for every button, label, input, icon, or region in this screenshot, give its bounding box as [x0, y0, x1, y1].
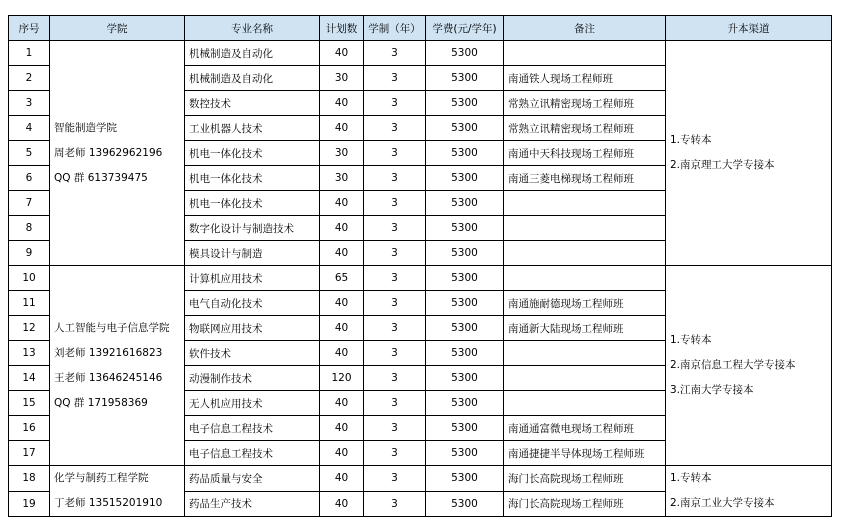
row-note: 南通捷捷半导体现场工程师班 — [504, 441, 666, 466]
row-no: 11 — [9, 291, 50, 316]
row-major: 机械制造及自动化 — [185, 41, 320, 66]
row-note: 常熟立讯精密现场工程师班 — [504, 91, 666, 116]
row-years: 3 — [364, 266, 426, 291]
header-no: 序号 — [9, 16, 50, 41]
upgrade-path: 1.专转本 — [670, 134, 712, 146]
row-major: 数控技术 — [185, 91, 320, 116]
table-row — [9, 466, 832, 492]
row-major: 无人机应用技术 — [185, 391, 320, 416]
row-no: 4 — [9, 116, 50, 141]
row-major: 模具设计与制造 — [185, 241, 320, 266]
header-note: 备注 — [504, 16, 666, 41]
row-note: 海门长高院现场工程师班 — [504, 466, 666, 492]
row-years: 3 — [364, 491, 426, 517]
row-plan: 40 — [320, 191, 364, 216]
row-fee: 5300 — [426, 216, 504, 241]
row-note — [504, 241, 666, 266]
college-qq: QQ 群 171958369 — [54, 396, 148, 409]
row-years: 3 — [364, 391, 426, 416]
row-fee: 5300 — [426, 166, 504, 191]
row-major: 机电一体化技术 — [185, 191, 320, 216]
row-major: 计算机应用技术 — [185, 266, 320, 291]
row-years: 3 — [364, 41, 426, 66]
upgrade-path-cell — [666, 41, 832, 266]
college-cell — [50, 466, 185, 517]
row-years: 3 — [364, 66, 426, 91]
header-plan: 计划数 — [320, 16, 364, 41]
row-years: 3 — [364, 116, 426, 141]
row-no: 8 — [9, 216, 50, 241]
row-no: 6 — [9, 166, 50, 191]
row-fee: 5300 — [426, 116, 504, 141]
row-major: 动漫制作技术 — [185, 366, 320, 391]
row-note: 南通通富微电现场工程师班 — [504, 416, 666, 441]
college-name: 化学与制药工程学院 — [54, 472, 149, 484]
row-major: 机电一体化技术 — [185, 166, 320, 191]
row-years: 3 — [364, 191, 426, 216]
row-plan: 40 — [320, 491, 364, 517]
row-no: 16 — [9, 416, 50, 441]
row-no: 19 — [9, 491, 50, 517]
row-major: 机电一体化技术 — [185, 141, 320, 166]
row-note — [504, 216, 666, 241]
college-name: 智能制造学院 — [54, 121, 117, 134]
college-qq: QQ 群 613739475 — [54, 171, 148, 184]
row-years: 3 — [364, 416, 426, 441]
row-years: 3 — [364, 91, 426, 116]
header-upgrade-path: 升本渠道 — [666, 16, 832, 41]
row-major: 软件技术 — [185, 341, 320, 366]
upgrade-path: 1.专转本 — [670, 472, 712, 484]
upgrade-path: 2.南京工业大学专接本 — [670, 497, 775, 509]
row-no: 2 — [9, 66, 50, 91]
row-plan: 40 — [320, 116, 364, 141]
row-note — [504, 391, 666, 416]
upgrade-path-cell — [666, 466, 832, 517]
college-contact: 周老师 13962962196 — [54, 146, 163, 159]
row-plan: 30 — [320, 166, 364, 191]
row-fee: 5300 — [426, 291, 504, 316]
row-fee: 5300 — [426, 491, 504, 517]
upgrade-path: 1.专转本 — [670, 334, 712, 346]
row-fee: 5300 — [426, 241, 504, 266]
row-years: 3 — [364, 441, 426, 466]
row-note: 南通施耐德现场工程师班 — [504, 291, 666, 316]
row-years: 3 — [364, 316, 426, 341]
row-plan: 40 — [320, 341, 364, 366]
row-plan: 40 — [320, 441, 364, 466]
row-no: 10 — [9, 266, 50, 291]
row-plan: 40 — [320, 316, 364, 341]
row-note — [504, 341, 666, 366]
row-years: 3 — [364, 241, 426, 266]
row-major: 电子信息工程技术 — [185, 416, 320, 441]
row-years: 3 — [364, 216, 426, 241]
row-fee: 5300 — [426, 416, 504, 441]
college-name: 人工智能与电子信息学院 — [54, 321, 170, 334]
row-no: 13 — [9, 341, 50, 366]
upgrade-path: 2.南京信息工程大学专接本 — [670, 359, 796, 371]
row-fee: 5300 — [426, 191, 504, 216]
table-row — [9, 41, 832, 66]
row-major: 工业机器人技术 — [185, 116, 320, 141]
row-major: 电子信息工程技术 — [185, 441, 320, 466]
table-header-row — [9, 16, 832, 41]
row-fee: 5300 — [426, 66, 504, 91]
row-note: 海门长高院现场工程师班 — [504, 491, 666, 517]
row-major: 机械制造及自动化 — [185, 66, 320, 91]
row-years: 3 — [364, 166, 426, 191]
row-plan: 30 — [320, 141, 364, 166]
row-years: 3 — [364, 141, 426, 166]
row-no: 7 — [9, 191, 50, 216]
row-major: 数字化设计与制造技术 — [185, 216, 320, 241]
row-no: 3 — [9, 91, 50, 116]
row-no: 17 — [9, 441, 50, 466]
row-note — [504, 266, 666, 291]
row-plan: 40 — [320, 241, 364, 266]
row-fee: 5300 — [426, 266, 504, 291]
row-no: 1 — [9, 41, 50, 66]
row-years: 3 — [364, 466, 426, 492]
row-fee: 5300 — [426, 466, 504, 492]
row-fee: 5300 — [426, 441, 504, 466]
row-plan: 30 — [320, 66, 364, 91]
row-note — [504, 191, 666, 216]
row-major: 物联网应用技术 — [185, 316, 320, 341]
row-plan: 40 — [320, 291, 364, 316]
row-note — [504, 366, 666, 391]
row-plan: 40 — [320, 391, 364, 416]
college-cell — [50, 266, 185, 466]
row-no: 9 — [9, 241, 50, 266]
header-fee: 学费(元/学年) — [426, 16, 504, 41]
row-major: 药品质量与安全 — [185, 466, 320, 492]
row-fee: 5300 — [426, 141, 504, 166]
row-no: 15 — [9, 391, 50, 416]
row-plan: 40 — [320, 91, 364, 116]
row-fee: 5300 — [426, 91, 504, 116]
row-plan: 40 — [320, 466, 364, 492]
admission-plan-table — [8, 15, 832, 517]
header-major: 专业名称 — [185, 16, 320, 41]
row-fee: 5300 — [426, 366, 504, 391]
upgrade-path-cell — [666, 266, 832, 466]
row-note: 南通铁人现场工程师班 — [504, 66, 666, 91]
upgrade-path: 3.江南大学专接本 — [670, 384, 754, 396]
row-no: 12 — [9, 316, 50, 341]
header-college: 学院 — [50, 16, 185, 41]
row-fee: 5300 — [426, 341, 504, 366]
row-plan: 40 — [320, 41, 364, 66]
row-fee: 5300 — [426, 391, 504, 416]
row-major: 药品生产技术 — [185, 491, 320, 517]
row-no: 14 — [9, 366, 50, 391]
header-years: 学制（年） — [364, 16, 426, 41]
college-contact: 丁老师 13515201910 — [54, 497, 163, 509]
row-note: 常熟立讯精密现场工程师班 — [504, 116, 666, 141]
row-note: 南通三菱电梯现场工程师班 — [504, 166, 666, 191]
college-contact: 王老师 13646245146 — [54, 371, 163, 384]
row-note — [504, 41, 666, 66]
row-fee: 5300 — [426, 316, 504, 341]
row-plan: 40 — [320, 416, 364, 441]
row-note: 南通新大陆现场工程师班 — [504, 316, 666, 341]
row-years: 3 — [364, 291, 426, 316]
upgrade-path: 2.南京理工大学专接本 — [670, 159, 775, 171]
row-plan: 40 — [320, 216, 364, 241]
row-fee: 5300 — [426, 41, 504, 66]
row-years: 3 — [364, 366, 426, 391]
table-row — [9, 266, 832, 291]
row-major: 电气自动化技术 — [185, 291, 320, 316]
college-contact: 刘老师 13921616823 — [54, 346, 163, 359]
row-years: 3 — [364, 341, 426, 366]
row-plan: 65 — [320, 266, 364, 291]
row-note: 南通中天科技现场工程师班 — [504, 141, 666, 166]
row-no: 18 — [9, 466, 50, 492]
college-cell — [50, 41, 185, 266]
row-plan: 120 — [320, 366, 364, 391]
row-no: 5 — [9, 141, 50, 166]
